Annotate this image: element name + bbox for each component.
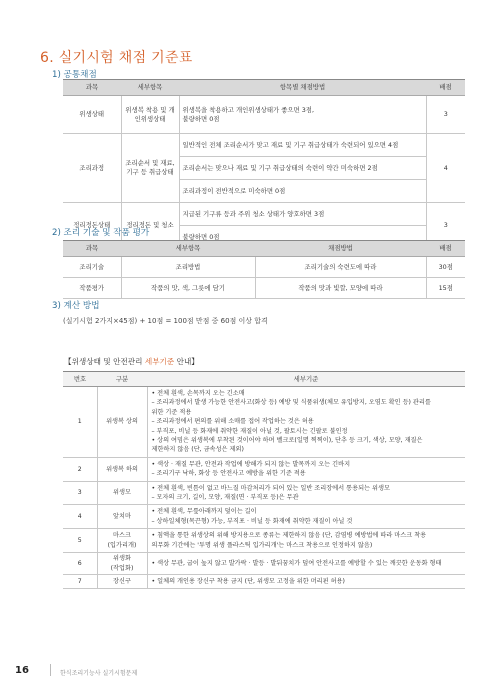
category-cell: 장신구 [97,574,147,588]
footer-text: 한식조리기능사 실기시험문제 [60,670,138,677]
method-cell: 조리순서는 맞으나 재료 및 기구 취급상태의 숙련이 약간 미숙하면 2점 [179,157,426,180]
number-cell: 6 [63,553,97,575]
category-cell: 위생모 [97,481,147,505]
subject-cell: 정리정돈상태 [63,203,121,249]
hygiene-criteria-table [63,371,465,589]
number-cell: 2 [63,457,97,481]
category-cell: 앞치마 [97,505,147,529]
header-method: 채점방법 [255,241,426,257]
method-cell: 작품의 맛과 빛깔, 모양에 따라 [255,278,426,299]
header-detail: 세부항목 [121,241,255,257]
method-cell: 불량하면 0점 [179,226,426,249]
number-cell: 4 [63,505,97,529]
method-cell: 위생복을 착용하고 개인위생상태가 좋으면 3점, 불량하면 0점 [179,96,426,134]
subsection-calculation: 3) 계산 방법 [52,301,100,311]
criteria-cell: • 침액을 통한 위생상의 위해 방지용으로 종류는 제한하지 않음 (단, 감염병 예방법에 따라 마스크 착용 의무화 기간에는 '투명 위생 플라스틱 입가리개'는 마스크 착용으로 인정하지 않음) [147,529,465,553]
table-row [63,553,465,575]
hygiene-box-title: 【위생상태 및 안전관리 세부기준 안내】 [64,357,199,366]
header-score: 배점 [426,241,465,257]
subject-cell: 조리기술 [63,257,121,278]
score-cell: 3 [426,96,465,134]
table-row [63,257,465,278]
common-scoring-table [63,79,465,249]
number-cell: 5 [63,529,97,553]
footer-divider [50,664,51,676]
subject-cell: 조리과정 [63,134,121,203]
detail-cell: 위생복 착용 및 개인위생상태 [121,96,179,134]
header-number: 번호 [63,372,97,387]
criteria-cell: • 일체의 개인용 장신구 착용 금지 (단, 위생모 고정을 위한 머리핀 허용) [147,574,465,588]
criteria-cell: • 전체 흰색, 손목까지 오는 긴소매 – 조리과정에서 발생 가능한 안전사고(화상 등) 예방 및 식품위생(체모 유입방지, 오염도 확인 등) 관리를 위한 기준 적용 – 조리과정에서 편의를 위해 소매를 접어 작업하는 것은 허용 – 부직포, 비닐 등 화재에 취약한 재질이 아닐 것, 팔토시는 긴팔로 불인정 • 상의 여밈은 위생복에 부착된 것이어야 하며 벨크로(일명 찍찍이), 단추 등 크기, 색상, 모양, 재질은 제한하지 않음 (단, 금속성은 제외) [147,387,465,458]
number-cell: 7 [63,574,97,588]
header-score: 배점 [426,80,465,96]
detail-cell: 작품의 맛, 색, 그릇에 담기 [121,278,255,299]
subsection-common: 1) 공통채점 [52,70,97,80]
score-cell: 3 [426,203,465,249]
table-row [63,505,465,529]
method-cell: 조리과정이 전반적으로 미숙하면 0점 [179,180,426,203]
header-method: 항목별 채점방법 [179,80,426,96]
subject-cell: 작품평가 [63,278,121,299]
table-row [63,529,465,553]
table-row [63,457,465,481]
page-number: 16 [15,665,29,676]
criteria-cell: • 색상 무관, 굽이 높지 않고 발가락 · 발등 · 발뒤꿈치가 덮여 안전사고를 예방할 수 있는 깨끗한 운동화 형태 [147,553,465,575]
table-row [63,278,465,299]
subsection-technique: 2) 조리 기술 및 작품 평가 [52,228,150,238]
criteria-cell: • 전체 흰색, 무릎아래까지 덮이는 길이 – 상하일체형(목끈형) 가능, 부직포 · 비닐 등 화재에 취약한 재질이 아닐 것 [147,505,465,529]
table-row [63,96,465,134]
category-cell: 위생복 하의 [97,457,147,481]
table-row [63,481,465,505]
category-cell: 위생복 상의 [97,387,147,458]
section-title: 6. 실기시험 채점 기준표 [40,50,193,66]
header-category: 구분 [97,372,147,387]
category-cell: 마스크 (입가리개) [97,529,147,553]
number-cell: 1 [63,387,97,458]
table-row [63,574,465,588]
criteria-cell: • 색상 · 재질 무관, 안전과 작업에 방해가 되지 않는 발목까지 오는 긴바지 – 조리기구 낙하, 화상 등 안전사고 예방을 위한 기준 적용 [147,457,465,481]
category-cell: 위생화 (작업화) [97,553,147,575]
method-cell: 조리기술의 숙련도에 따라 [255,257,426,278]
score-cell: 15점 [426,278,465,299]
detail-cell: 조리방법 [121,257,255,278]
header-detail: 세부항목 [121,80,179,96]
detail-cell: 조리순서 및 재료, 기구 등 취급상태 [121,134,179,203]
header-subject: 과목 [63,241,121,257]
table-row [63,203,465,226]
technique-scoring-table [63,240,465,299]
method-cell: 일반적인 전체 조리순서가 맞고 재료 및 기구 취급상태가 숙련되어 있으면 4점 [179,134,426,157]
number-cell: 3 [63,481,97,505]
score-cell: 4 [426,134,465,203]
table-row [63,134,465,157]
score-cell: 30점 [426,257,465,278]
header-subject: 과목 [63,80,121,96]
table-row [63,387,465,458]
method-cell: 지급된 기구류 등과 주위 청소 상태가 양호하면 3점 [179,203,426,226]
criteria-cell: • 전체 흰색, 빈틈이 없고 바느질 마감처리가 되어 있는 일반 조리장에서 통용되는 위생모 – 모자의 크기, 길이, 모양, 재질(면 · 부직포 등)은 무관 [147,481,465,505]
detail-cell: 정리정돈 및 청소 [121,203,179,249]
subject-cell: 위생상태 [63,96,121,134]
calculation-text: (실기시험 2가지×45점) + 10점 = 100점 만점 중 60점 이상 합격 [63,317,268,325]
header-criteria: 세부기준 [147,372,465,387]
